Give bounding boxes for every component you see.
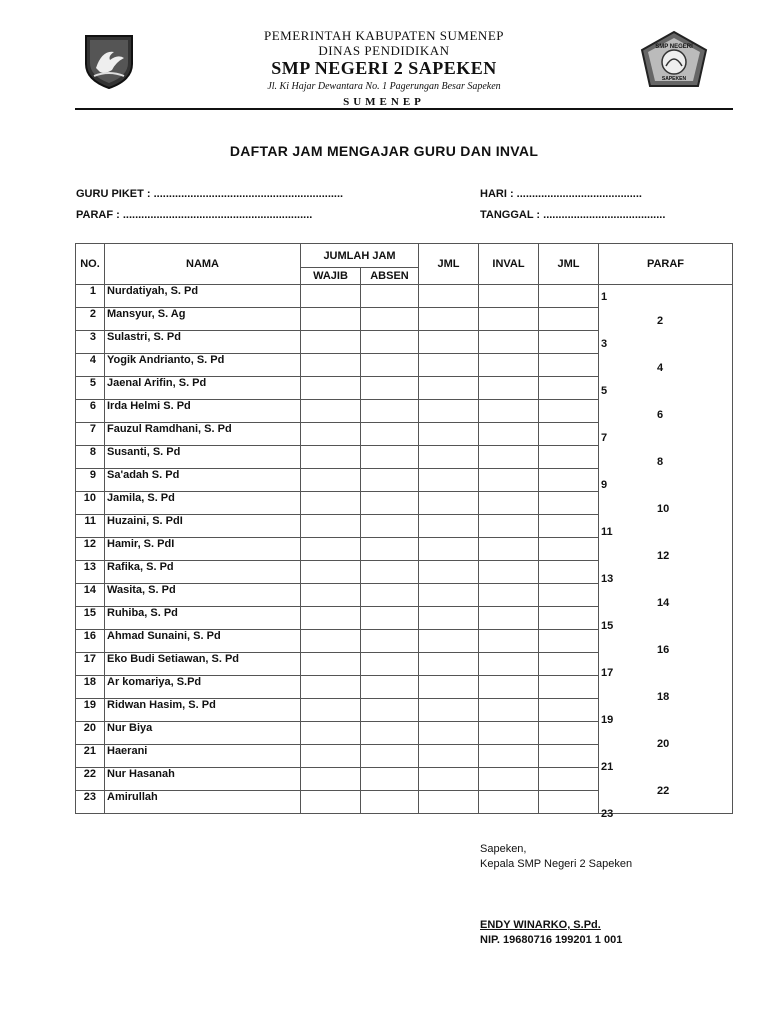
teacher-name: Hamir, S. PdI <box>105 538 301 561</box>
col-header-jml-2: JML <box>539 244 599 285</box>
paraf-number: 21 <box>601 761 614 773</box>
paraf-number: 11 <box>601 526 613 538</box>
row-number: 9 <box>76 469 105 492</box>
teacher-name: Fauzul Ramdhani, S. Pd <box>105 423 301 446</box>
inval-cell[interactable] <box>479 285 539 308</box>
col-header-paraf: PARAF <box>599 244 733 285</box>
row-number: 4 <box>76 354 105 377</box>
jml-2-cell[interactable] <box>539 791 599 814</box>
jml-2-cell[interactable] <box>539 285 599 308</box>
paraf-number: 18 <box>657 691 670 703</box>
absen-cell[interactable] <box>361 722 419 745</box>
paraf-number: 1 <box>601 291 608 303</box>
header-divider <box>75 108 733 110</box>
absen-cell[interactable] <box>361 653 419 676</box>
teacher-name: Jaenal Arifin, S. Pd <box>105 377 301 400</box>
jml-cell[interactable] <box>419 377 479 400</box>
row-number: 14 <box>76 584 105 607</box>
absen-cell[interactable] <box>361 584 419 607</box>
paraf-number: 20 <box>657 738 670 750</box>
absen-cell[interactable] <box>361 607 419 630</box>
jml-cell[interactable] <box>419 423 479 446</box>
wajib-cell[interactable] <box>301 722 361 745</box>
teacher-name: Eko Budi Setiawan, S. Pd <box>105 653 301 676</box>
row-number: 17 <box>76 653 105 676</box>
row-number: 19 <box>76 699 105 722</box>
inval-cell[interactable] <box>479 377 539 400</box>
teacher-name: Amirullah <box>105 791 301 814</box>
teacher-name: Jamila, S. Pd <box>105 492 301 515</box>
header-government: PEMERINTAH KABUPATEN SUMENEP <box>263 28 504 43</box>
wajib-cell[interactable] <box>301 676 361 699</box>
header-city: SUMENEP <box>343 96 425 108</box>
paraf-number: 10 <box>657 503 670 515</box>
inval-cell[interactable] <box>479 515 539 538</box>
paraf-number: 14 <box>657 597 670 609</box>
jml-2-cell[interactable] <box>539 446 599 469</box>
inval-cell[interactable] <box>479 791 539 814</box>
jml-cell[interactable] <box>419 699 479 722</box>
teacher-name: Ahmad Sunaini, S. Pd <box>105 630 301 653</box>
inval-cell[interactable] <box>479 446 539 469</box>
wajib-cell[interactable] <box>301 584 361 607</box>
teacher-name: Irda Helmi S. Pd <box>105 400 301 423</box>
wajib-cell[interactable] <box>301 469 361 492</box>
teacher-name: Sa'adah S. Pd <box>105 469 301 492</box>
jml-2-cell[interactable] <box>539 308 599 331</box>
teaching-hours-table <box>75 243 733 820</box>
jml-2-cell[interactable] <box>539 630 599 653</box>
paraf-number: 5 <box>601 385 608 397</box>
inval-cell[interactable] <box>479 607 539 630</box>
wajib-cell[interactable] <box>301 630 361 653</box>
hari-field: HARI : ......................................... <box>480 188 642 200</box>
jml-2-cell[interactable] <box>539 699 599 722</box>
inval-cell[interactable] <box>479 699 539 722</box>
wajib-cell[interactable] <box>301 492 361 515</box>
wajib-cell[interactable] <box>301 331 361 354</box>
absen-cell[interactable] <box>361 538 419 561</box>
absen-cell[interactable] <box>361 745 419 768</box>
teacher-name: Susanti, S. Pd <box>105 446 301 469</box>
signatory-nip: NIP. 19680716 199201 1 001 <box>480 934 623 946</box>
paraf-number: 19 <box>601 714 614 726</box>
absen-cell[interactable] <box>361 469 419 492</box>
wajib-cell[interactable] <box>301 607 361 630</box>
paraf-number: 13 <box>601 573 614 585</box>
jml-2-cell[interactable] <box>539 607 599 630</box>
paraf-number: 2 <box>657 315 664 327</box>
row-number: 15 <box>76 607 105 630</box>
wajib-cell[interactable] <box>301 400 361 423</box>
paraf-number: 8 <box>657 456 664 468</box>
paraf-number: 3 <box>601 338 608 350</box>
paraf-number: 7 <box>601 432 608 444</box>
jml-2-cell[interactable] <box>539 561 599 584</box>
absen-cell[interactable] <box>361 354 419 377</box>
row-number: 1 <box>76 285 105 308</box>
row-number: 18 <box>76 676 105 699</box>
paraf-number: 23 <box>601 808 614 820</box>
signature-role: Kepala SMP Negeri 2 Sapeken <box>480 858 633 870</box>
inval-cell[interactable] <box>479 630 539 653</box>
col-header-jumlah-jam: JUMLAH JAM <box>301 244 419 268</box>
inval-cell[interactable] <box>479 584 539 607</box>
wajib-cell[interactable] <box>301 561 361 584</box>
jml-cell[interactable] <box>419 584 479 607</box>
row-number: 3 <box>76 331 105 354</box>
paraf-number: 15 <box>601 620 614 632</box>
header-department: DINAS PENDIDIKAN <box>318 43 450 58</box>
teacher-name: Haerani <box>105 745 301 768</box>
jml-cell[interactable] <box>419 607 479 630</box>
jml-2-cell[interactable] <box>539 515 599 538</box>
teacher-name: Nur Biya <box>105 722 301 745</box>
jml-cell[interactable] <box>419 308 479 331</box>
jml-cell[interactable] <box>419 561 479 584</box>
inval-cell[interactable] <box>479 745 539 768</box>
jml-cell[interactable] <box>419 630 479 653</box>
wajib-cell[interactable] <box>301 354 361 377</box>
row-number: 7 <box>76 423 105 446</box>
teacher-name: Yogik Andrianto, S. Pd <box>105 354 301 377</box>
absen-cell[interactable] <box>361 791 419 814</box>
row-number: 23 <box>76 791 105 814</box>
teacher-name: Sulastri, S. Pd <box>105 331 301 354</box>
absen-cell[interactable] <box>361 377 419 400</box>
wajib-cell[interactable] <box>301 791 361 814</box>
inval-cell[interactable] <box>479 308 539 331</box>
inval-cell[interactable] <box>479 561 539 584</box>
wajib-cell[interactable] <box>301 653 361 676</box>
jml-2-cell[interactable] <box>539 331 599 354</box>
row-number: 11 <box>76 515 105 538</box>
jml-2-cell[interactable] <box>539 538 599 561</box>
jml-2-cell[interactable] <box>539 492 599 515</box>
row-number: 16 <box>76 630 105 653</box>
jml-2-cell[interactable] <box>539 584 599 607</box>
jml-cell[interactable] <box>419 446 479 469</box>
teacher-name: Mansyur, S. Ag <box>105 308 301 331</box>
jml-2-cell[interactable] <box>539 354 599 377</box>
jml-cell[interactable] <box>419 285 479 308</box>
jml-cell[interactable] <box>419 676 479 699</box>
col-header-wajib: WAJIB <box>301 268 361 285</box>
signature-place: Sapeken, <box>480 843 527 855</box>
row-number: 2 <box>76 308 105 331</box>
paraf-number: 12 <box>657 550 670 562</box>
jml-cell[interactable] <box>419 469 479 492</box>
inval-cell[interactable] <box>479 354 539 377</box>
row-number: 20 <box>76 722 105 745</box>
teacher-name: Nur Hasanah <box>105 768 301 791</box>
wajib-cell[interactable] <box>301 538 361 561</box>
jml-cell[interactable] <box>419 515 479 538</box>
wajib-cell[interactable] <box>301 446 361 469</box>
absen-cell[interactable] <box>361 285 419 308</box>
logo-text-top: SMP NEGERI <box>655 44 693 50</box>
inval-cell[interactable] <box>479 722 539 745</box>
tanggal-field: TANGGAL : ........................................ <box>480 209 666 221</box>
row-number: 21 <box>76 745 105 768</box>
jml-cell[interactable] <box>419 745 479 768</box>
wajib-cell[interactable] <box>301 285 361 308</box>
jml-cell[interactable] <box>419 791 479 814</box>
document-title: DAFTAR JAM MENGAJAR GURU DAN INVAL <box>229 143 539 159</box>
inval-cell[interactable] <box>479 469 539 492</box>
jml-2-cell[interactable] <box>539 722 599 745</box>
inval-cell[interactable] <box>479 331 539 354</box>
jml-cell[interactable] <box>419 400 479 423</box>
teacher-name: Ridwan Hasim, S. Pd <box>105 699 301 722</box>
wajib-cell[interactable] <box>301 308 361 331</box>
wajib-cell[interactable] <box>301 377 361 400</box>
jml-2-cell[interactable] <box>539 400 599 423</box>
jml-cell[interactable] <box>419 354 479 377</box>
teacher-name: Wasita, S. Pd <box>105 584 301 607</box>
jml-cell[interactable] <box>419 492 479 515</box>
paraf-field: PARAF : .............................................................. <box>76 209 313 221</box>
wajib-cell[interactable] <box>301 768 361 791</box>
absen-cell[interactable] <box>361 423 419 446</box>
row-number: 12 <box>76 538 105 561</box>
col-header-inval: INVAL <box>479 244 539 285</box>
jml-2-cell[interactable] <box>539 768 599 791</box>
jml-2-cell[interactable] <box>539 377 599 400</box>
paraf-number: 6 <box>657 409 664 421</box>
paraf-number: 22 <box>657 785 670 797</box>
absen-cell[interactable] <box>361 331 419 354</box>
inval-cell[interactable] <box>479 538 539 561</box>
teacher-name: Ruhiba, S. Pd <box>105 607 301 630</box>
absen-cell[interactable] <box>361 492 419 515</box>
inval-cell[interactable] <box>479 653 539 676</box>
row-number: 8 <box>76 446 105 469</box>
inval-cell[interactable] <box>479 676 539 699</box>
wajib-cell[interactable] <box>301 699 361 722</box>
jml-cell[interactable] <box>419 331 479 354</box>
teacher-name: Ar komariya, S.Pd <box>105 676 301 699</box>
teacher-name: Nurdatiyah, S. Pd <box>105 285 301 308</box>
guru-piket-field: GURU PIKET : .............................................................. <box>76 188 344 200</box>
row-number: 6 <box>76 400 105 423</box>
absen-cell[interactable] <box>361 699 419 722</box>
absen-cell[interactable] <box>361 400 419 423</box>
row-number: 10 <box>76 492 105 515</box>
col-header-absen: ABSEN <box>361 268 419 285</box>
logo-text-bottom: SAPEKEN <box>661 76 687 82</box>
jml-2-cell[interactable] <box>539 469 599 492</box>
absen-cell[interactable] <box>361 308 419 331</box>
paraf-number: 9 <box>601 479 608 491</box>
jml-cell[interactable] <box>419 538 479 561</box>
teacher-name: Huzaini, S. PdI <box>105 515 301 538</box>
paraf-signature-column[interactable] <box>599 285 733 820</box>
paraf-number: 16 <box>657 644 670 656</box>
inval-cell[interactable] <box>479 492 539 515</box>
jml-2-cell[interactable] <box>539 423 599 446</box>
col-header-nama: NAMA <box>105 244 301 285</box>
row-number: 22 <box>76 768 105 791</box>
table-row <box>76 285 733 308</box>
jml-cell[interactable] <box>419 768 479 791</box>
header-school-name: SMP NEGERI 2 SAPEKEN <box>271 58 497 78</box>
col-header-no: NO. <box>76 244 105 285</box>
jml-2-cell[interactable] <box>539 653 599 676</box>
jml-cell[interactable] <box>419 653 479 676</box>
wajib-cell[interactable] <box>301 745 361 768</box>
teacher-name: Rafika, S. Pd <box>105 561 301 584</box>
inval-cell[interactable] <box>479 768 539 791</box>
absen-cell[interactable] <box>361 515 419 538</box>
absen-cell[interactable] <box>361 676 419 699</box>
absen-cell[interactable] <box>361 630 419 653</box>
wajib-cell[interactable] <box>301 423 361 446</box>
inval-cell[interactable] <box>479 400 539 423</box>
header-address: Jl. Ki Hajar Dewantara No. 1 Pagerungan Besar Sapeken <box>267 81 501 92</box>
jml-cell[interactable] <box>419 722 479 745</box>
absen-cell[interactable] <box>361 768 419 791</box>
jml-2-cell[interactable] <box>539 745 599 768</box>
row-number: 5 <box>76 377 105 400</box>
paraf-number: 4 <box>657 362 664 374</box>
absen-cell[interactable] <box>361 446 419 469</box>
row-number: 13 <box>76 561 105 584</box>
signatory-name: ENDY WINARKO, S.Pd. <box>480 919 601 931</box>
col-header-jml: JML <box>419 244 479 285</box>
wajib-cell[interactable] <box>301 515 361 538</box>
paraf-number: 17 <box>601 667 614 679</box>
absen-cell[interactable] <box>361 561 419 584</box>
jml-2-cell[interactable] <box>539 676 599 699</box>
inval-cell[interactable] <box>479 423 539 446</box>
